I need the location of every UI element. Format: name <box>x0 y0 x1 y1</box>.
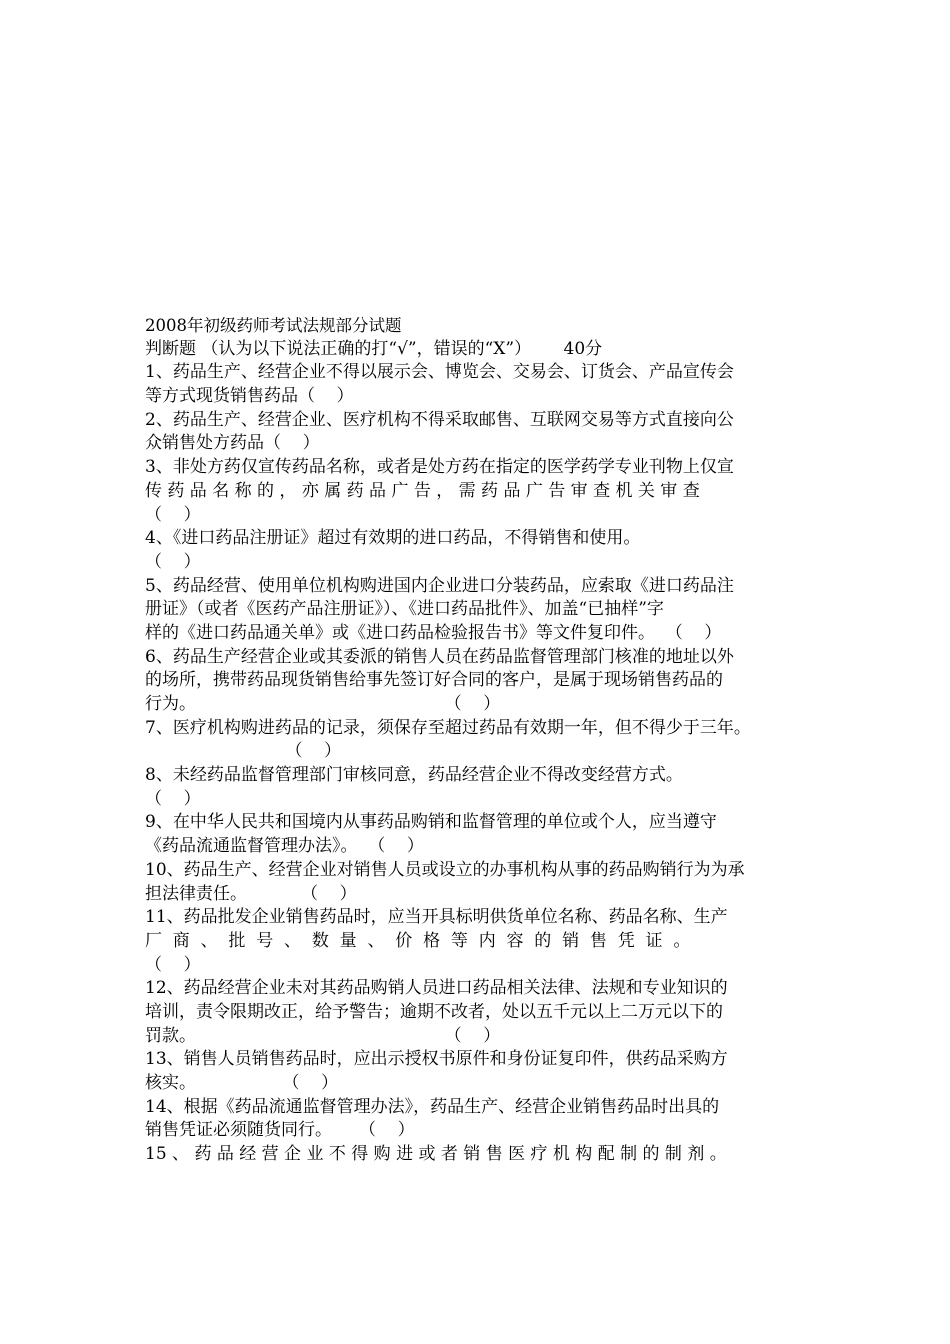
text-line: 样的《进口药品通关单》或《进口药品检验报告书》等文件复印件。 （ ） <box>145 622 722 643</box>
document-title: 2008年初级药师考试法规部分试题 <box>145 316 402 335</box>
text-line: 5、药品经营、使用单位机构购进国内企业进口分装药品，应索取《进口药品注 <box>145 575 734 596</box>
text-line: 8、未经药品监督管理部门审核同意，药品经营企业不得改变经营方式。 <box>145 765 683 786</box>
text-line: 传 药 品 名 称 的 ， 亦 属 药 品 广 告 ， 需 药 品 广 告 审 查 机 关 审 查 <box>145 480 700 501</box>
text-line: 担法律责任。 （ ） <box>145 883 357 904</box>
text-line: （ ） <box>145 741 342 762</box>
text-line: 众销售处方药品（ ） <box>145 433 320 454</box>
text-line: 11、药品批发企业销售药品时，应当开具标明供货单位名称、药品名称、生产 <box>145 907 728 928</box>
text-line: 册证》（或者《医药产品注册证》）、《进口药品批件》、加盖“已抽样”字 <box>145 599 664 620</box>
document-content <box>145 314 813 1167</box>
text-line: 15 、 药 品 经 营 企 业 不 得 购 进 或 者 销 售 医 疗 机 构 配 制 的 制 剂 。 <box>145 1144 727 1165</box>
text-line: 3、非处方药仅宣传药品名称，或者是处方药在指定的医学药学专业刊物上仅宣 <box>145 457 734 478</box>
text-line: 6、药品生产经营企业或其委派的销售人员在药品监督管理部门核准的地址以外 <box>145 646 734 667</box>
text-line: 2、药品生产、经营企业、医疗机构不得采取邮售、互联网交易等方式直接向公 <box>145 409 734 430</box>
text-line: 9、在中华人民共和国境内从事药品购销和监督管理的单位或个人，应当遵守 <box>145 812 717 833</box>
text-line: 14、根据《药品流通监督管理办法》，药品生产、经营企业销售药品时出具的 <box>145 1096 720 1117</box>
text-line: （ ） <box>145 504 201 525</box>
text-line: 的场所，携带药品现货销售给事先签订好合同的客户，是属于现场销售药品的 <box>145 670 723 691</box>
section-header: 判断题 （认为以下说法正确的打“√”，错误的“X”） 40分 <box>145 338 603 359</box>
text-line: 厂 商 、 批 号 、 数 量 、 价 格 等 内 容 的 销 售 凭 证 。 <box>145 930 691 951</box>
text-line: （ ） <box>145 954 201 975</box>
text-line: 10、药品生产、经营企业对销售人员或设立的办事机构从事的药品购销行为为承 <box>145 859 745 880</box>
text-line: 《药品流通监督管理办法》。 （ ） <box>145 836 424 857</box>
text-line: （ ） <box>145 788 201 809</box>
text-line: 12、药品经营企业未对其药品购销人员进口药品相关法律、法规和专业知识的 <box>145 978 728 999</box>
text-line: 销售凭证必须随货同行。 （ ） <box>145 1120 415 1141</box>
text-line: 行为。 （ ） <box>145 694 501 714</box>
text-line: 1、药品生产、经营企业不得以展示会、博览会、交易会、订货会、产品宣传会 <box>145 362 734 383</box>
text-line: （ ） <box>145 551 201 572</box>
text-line: 罚款。 （ ） <box>145 1025 501 1046</box>
text-line: 13、销售人员销售药品时，应出示授权书原件和身份证复印件，供药品采购方 <box>145 1049 728 1070</box>
text-line: 培训，责令限期改正，给予警告；逾期不改者，处以五千元以上二万元以下的 <box>145 1001 723 1022</box>
text-line: 7、医疗机构购进药品的记录，须保存至超过药品有效期一年，但不得少于三年。 <box>145 717 751 738</box>
text-line: 核实。 （ ） <box>145 1073 339 1093</box>
text-line: 4、《进口药品注册证》超过有效期的进口药品，不得销售和使用。 <box>145 528 641 549</box>
text-line: 等方式现货销售药品（ ） <box>145 386 354 407</box>
